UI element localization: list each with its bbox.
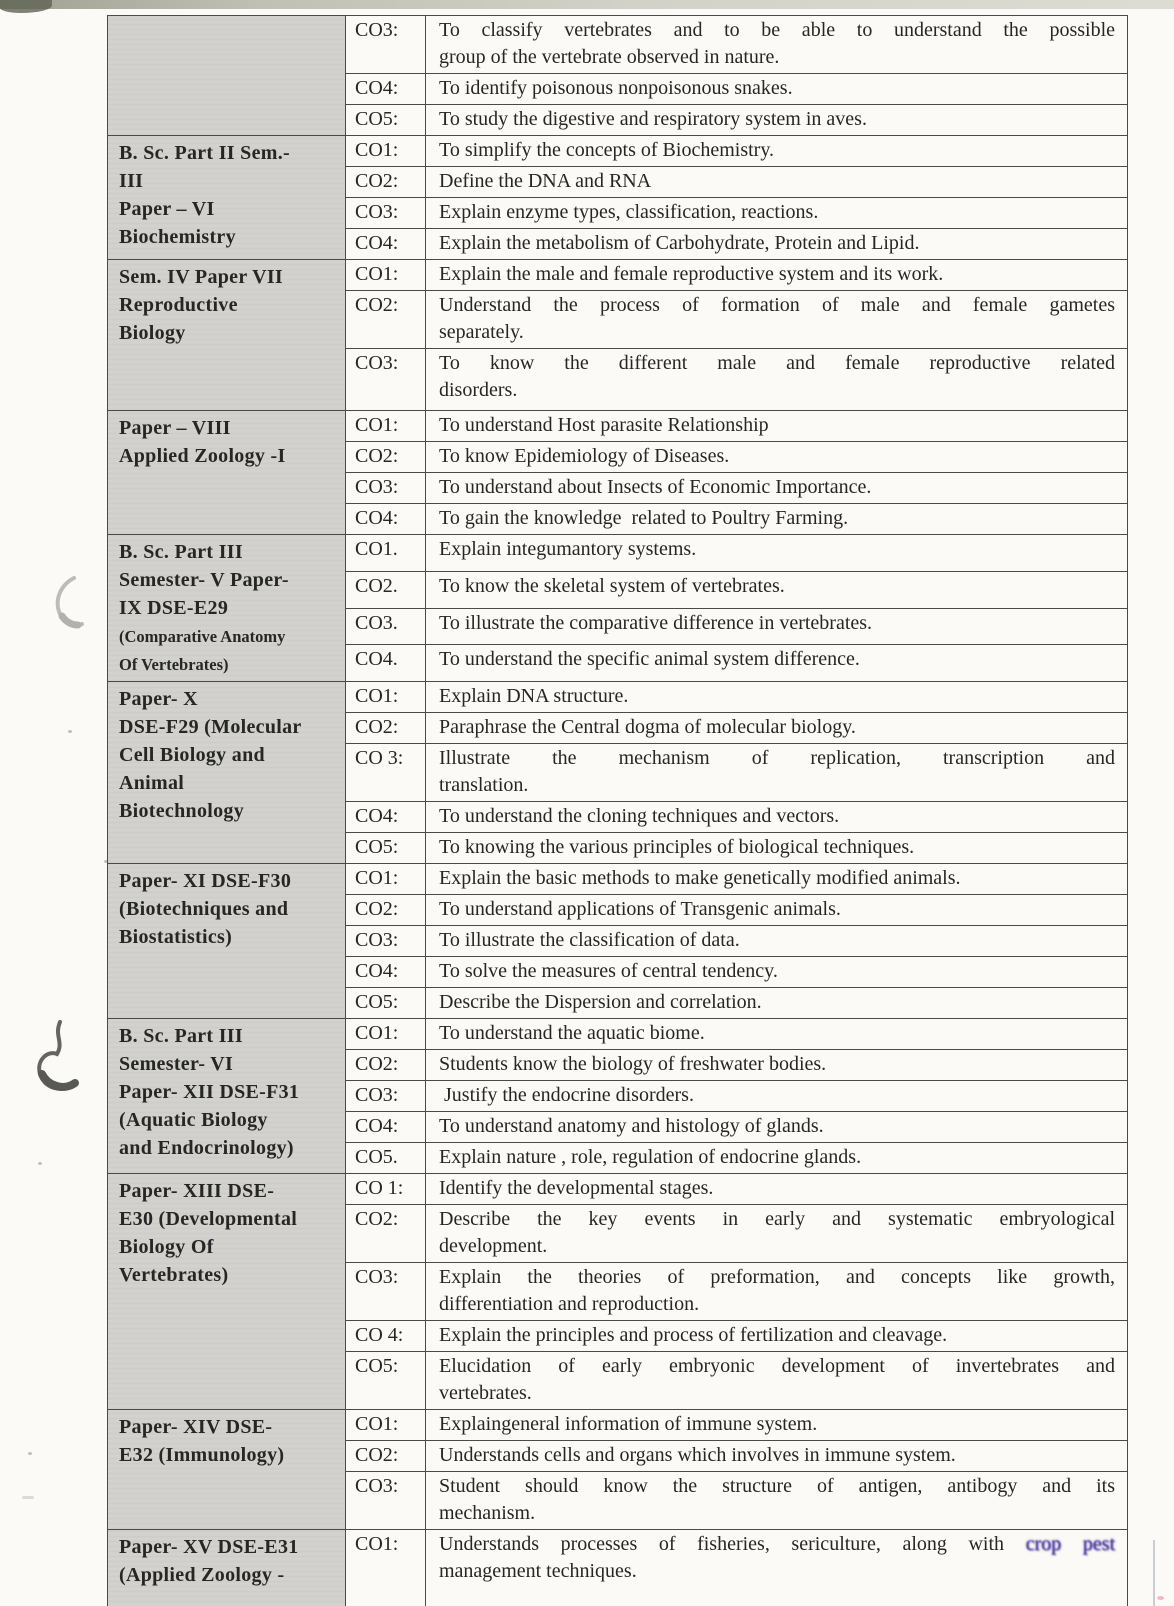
co-description-cell: Students know the biology of freshwater bodies. [426,1050,1128,1081]
co-code-cell: CO2: [346,291,426,349]
paper-name-cell: B. Sc. Part III Semester- VI Paper- XII DSE-F31 (Aquatic Biology and Endocrinology) [108,1019,346,1174]
course-outcomes-table [107,15,1128,1606]
table-row [108,411,1128,442]
co-description-cell: Explain enzyme types, classification, reactions. [426,198,1128,229]
table-row [108,1530,1128,1606]
co-description-cell: To gain the knowledge related to Poultry Farming. [426,504,1128,535]
co-code-cell: CO5: [346,833,426,864]
co-code-cell: CO4: [346,229,426,260]
co-code-cell: CO2: [346,167,426,198]
co-code-cell: CO1: [346,411,426,442]
co-code-cell: CO1: [346,1019,426,1050]
table-row [108,16,1128,74]
co-description-cell: To knowing the various principles of biological techniques. [426,833,1128,864]
co-description-cell: To illustrate the classification of data. [426,926,1128,957]
table-row [108,1174,1128,1205]
co-code-cell: CO2: [346,442,426,473]
co-code-cell: CO3: [346,1081,426,1112]
co-code-cell: CO1: [346,1410,426,1441]
co-code-cell: CO5. [346,1143,426,1174]
co-code-cell: CO2: [346,895,426,926]
co-code-cell: CO3: [346,349,426,411]
co-description-cell: Identify the developmental stages. [426,1174,1128,1205]
co-description-cell: Explain the metabolism of Carbohydrate, Protein and Lipid. [426,229,1128,260]
paper-name-cell: Sem. IV Paper VII Reproductive Biology [108,260,346,411]
co-code-cell: CO2: [346,1441,426,1472]
co-description-cell: Explain integumantory systems. [426,535,1128,572]
co-description-cell: To know the different male and female reproductive related disorders. [426,349,1128,411]
scan-ink-dot [1157,1596,1164,1600]
co-code-cell: CO5: [346,105,426,136]
co-code-cell: CO4. [346,645,426,682]
co-description-cell: Illustrate the mechanism of replication, transcription and translation. [426,744,1128,802]
co-code-cell: CO2: [346,1205,426,1263]
co-description-cell: Explain the principles and process of fertilization and cleavage. [426,1321,1128,1352]
co-code-cell: CO4: [346,504,426,535]
co-description-cell: To understand Host parasite Relationship [426,411,1128,442]
co-description-cell: Student should know the structure of antigen, antibogy and its mechanism. [426,1472,1128,1530]
paper-name-cell: Paper- XV DSE-E31 (Applied Zoology - [108,1530,346,1606]
co-code-cell: CO1. [346,535,426,572]
co-description-cell: Explain the theories of preformation, and concepts like growth, differentiation and reproduction. [426,1263,1128,1321]
co-code-cell: CO1: [346,682,426,713]
co-code-cell: CO5: [346,1352,426,1410]
paper-name-cell: Paper- X DSE-F29 (Molecular Cell Biology and Animal Biotechnology [108,682,346,864]
table-row [108,1410,1128,1441]
ink-smudge-text: crop pest [1025,1533,1115,1555]
co-code-cell: CO 1: [346,1174,426,1205]
co-description-cell: To illustrate the comparative difference in vertebrates. [426,608,1128,645]
co-code-cell: CO3: [346,1263,426,1321]
co-description-cell: Explain nature , role, regulation of endocrine glands. [426,1143,1128,1174]
co-description-cell: Explain the basic methods to make genetically modified animals. [426,864,1128,895]
co-description-cell: To know Epidemiology of Diseases. [426,442,1128,473]
paper-name-cell: Paper- XIV DSE- E32 (Immunology) [108,1410,346,1530]
co-code-cell: CO2: [346,1050,426,1081]
table-row [108,1019,1128,1050]
co-code-cell: CO3: [346,926,426,957]
co-description-cell: Describe the key events in early and systematic embryological development. [426,1205,1128,1263]
paper-name-cell: B. Sc. Part III Semester- V Paper- IX DSE-E29 (Comparative Anatomy Of Vertebrates) [108,535,346,682]
co-code-cell: CO4: [346,957,426,988]
table-row [108,260,1128,291]
scan-edge-line [1153,1540,1155,1606]
table-row [108,535,1128,572]
co-description-cell: Paraphrase the Central dogma of molecular biology. [426,713,1128,744]
co-description-cell: To understand anatomy and histology of glands. [426,1112,1128,1143]
co-description-cell: To simplify the concepts of Biochemistry. [426,136,1128,167]
paper-name-cell: B. Sc. Part II Sem.- III Paper – VI Biochemistry [108,136,346,260]
co-description-cell: Understands cells and organs which involves in immune system. [426,1441,1128,1472]
co-code-cell: CO3. [346,608,426,645]
co-description-cell: Explain DNA structure. [426,682,1128,713]
co-description-cell: Justify the endocrine disorders. [426,1081,1128,1112]
co-description-cell: To understand the specific animal system difference. [426,645,1128,682]
co-code-cell: CO3: [346,473,426,504]
table-row [108,136,1128,167]
co-description-cell: To understand about Insects of Economic Importance. [426,473,1128,504]
co-code-cell: CO1: [346,260,426,291]
co-code-cell: CO4: [346,802,426,833]
course-outcomes-table-body [108,16,1128,1606]
pen-mark [44,572,86,634]
scan-corner-blotch [0,0,52,13]
co-code-cell: CO1: [346,1530,426,1606]
co-description-cell: Understand the process of formation of male and female gametes separately. [426,291,1128,349]
co-description-cell: Explain the male and female reproductive system and its work. [426,260,1128,291]
scan-speck [38,1162,42,1165]
paper-name-cell [108,16,346,136]
co-description-cell: Define the DNA and RNA [426,167,1128,198]
co-description-cell: Describe the Dispersion and correlation. [426,988,1128,1019]
co-description-cell: Elucidation of early embryonic development of invertebrates and vertebrates. [426,1352,1128,1410]
paper-name-cell: Paper- XIII DSE- E30 (Developmental Biology Of Vertebrates) [108,1174,346,1410]
co-code-cell: CO5: [346,988,426,1019]
co-description-cell: To know the skeletal system of vertebrates. [426,571,1128,608]
co-description-cell: To understand the cloning techniques and vectors. [426,802,1128,833]
co-description-cell: To study the digestive and respiratory system in aves. [426,105,1128,136]
co-code-cell: CO3: [346,16,426,74]
co-code-cell: CO1: [346,136,426,167]
co-description-cell: To understand the aquatic biome. [426,1019,1128,1050]
co-code-cell: CO1: [346,864,426,895]
paper-name-subtitle: (Comparative Anatomy Of Vertebrates) [119,627,286,674]
paper-name-cell: Paper – VIII Applied Zoology -I [108,411,346,535]
co-code-cell: CO 4: [346,1321,426,1352]
co-description-cell: Explaingeneral information of immune system. [426,1410,1128,1441]
co-description-cell: To understand applications of Transgenic animals. [426,895,1128,926]
co-code-cell: CO4: [346,1112,426,1143]
co-description-cell: Understands processes of fisheries, sericulture, along with crop pest management techniques. [426,1530,1128,1606]
co-code-cell: CO2. [346,571,426,608]
paper-name-cell: Paper- XI DSE-F30 (Biotechniques and Biostatistics) [108,864,346,1019]
scan-edge-band [0,0,1174,9]
co-description-cell: To identify poisonous nonpoisonous snakes. [426,74,1128,105]
pen-mark [30,1018,84,1102]
table-row [108,682,1128,713]
co-description-cell: To solve the measures of central tendency. [426,957,1128,988]
co-code-cell: CO2: [346,713,426,744]
co-code-cell: CO4: [346,74,426,105]
scan-margin-mark [22,1496,34,1499]
scan-speck [68,730,72,733]
table-row [108,864,1128,895]
co-code-cell: CO 3: [346,744,426,802]
scan-speck [28,1452,32,1455]
co-description-cell: To classify vertebrates and to be able to understand the possible group of the vertebrate observed in nature. [426,16,1128,74]
co-code-cell: CO3: [346,198,426,229]
co-code-cell: CO3: [346,1472,426,1530]
